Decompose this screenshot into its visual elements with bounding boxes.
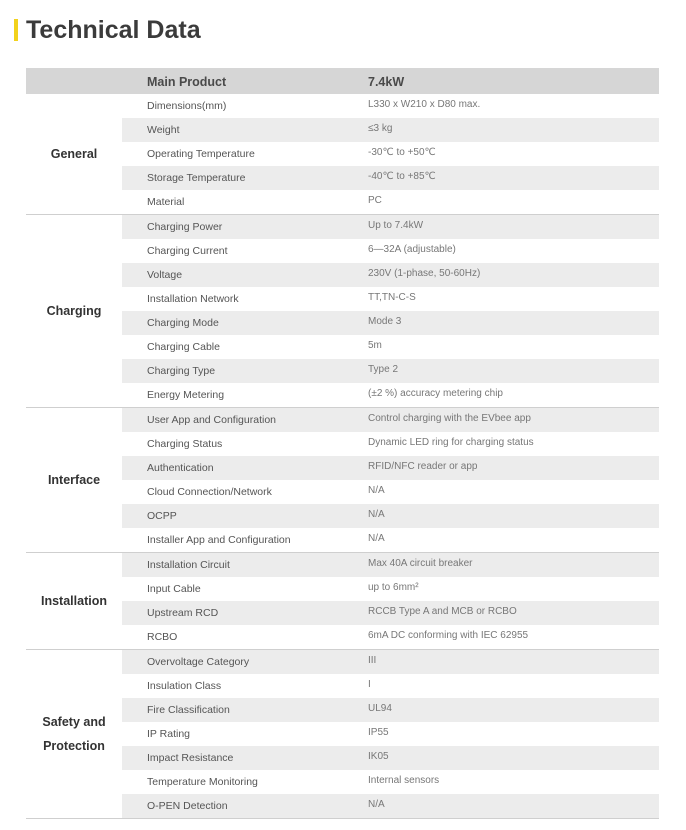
table-row <box>122 625 659 649</box>
spec-name: Authentication <box>147 462 214 474</box>
spec-name: Fire Classification <box>147 704 230 716</box>
spec-value: Control charging with the EVbee app <box>368 413 531 424</box>
table-row <box>122 746 659 770</box>
spec-name: Charging Status <box>147 438 223 450</box>
spec-value: 230V (1-phase, 50-60Hz) <box>368 268 481 279</box>
group-label: Charging <box>46 304 102 318</box>
spec-value: N/A <box>368 485 385 496</box>
spec-group <box>26 94 659 215</box>
table-row <box>122 383 659 407</box>
spec-value: Dynamic LED ring for charging status <box>368 437 534 448</box>
table-row <box>122 528 659 552</box>
header-main-product: Main Product <box>147 75 227 89</box>
spec-group <box>26 650 659 819</box>
spec-group <box>26 553 659 650</box>
table-row <box>122 698 659 722</box>
spec-value: TT,TN-C-S <box>368 292 416 303</box>
group-rows <box>122 215 659 407</box>
spec-value: Max 40A circuit breaker <box>368 558 473 569</box>
group-rows <box>122 650 659 818</box>
spec-name: Input Cable <box>147 583 201 595</box>
spec-name: IP Rating <box>147 728 190 740</box>
spec-value: I <box>368 679 371 690</box>
spec-name: Charging Power <box>147 221 223 233</box>
group-label: Installation <box>41 594 107 608</box>
table-row <box>122 287 659 311</box>
spec-name: Charging Type <box>147 365 216 377</box>
spec-group <box>26 215 659 408</box>
spec-name: User App and Configuration <box>147 414 276 426</box>
table-row <box>122 190 659 214</box>
table-row <box>122 770 659 794</box>
spec-value: RCCB Type A and MCB or RCBO <box>368 606 517 617</box>
spec-value: Up to 7.4kW <box>368 220 424 231</box>
spec-name: Installer App and Configuration <box>147 534 291 546</box>
spec-value: 5m <box>368 340 382 351</box>
table-row <box>122 142 659 166</box>
spec-value: Type 2 <box>368 364 399 375</box>
spec-name: Installation Network <box>147 293 239 305</box>
table-row <box>122 263 659 287</box>
spec-value: Internal sensors <box>368 775 440 786</box>
spec-name: Overvoltage Category <box>147 656 250 668</box>
spec-name: Temperature Monitoring <box>147 776 258 788</box>
table-row <box>122 794 659 818</box>
spec-name: Material <box>147 196 185 208</box>
spec-name: O-PEN Detection <box>147 800 228 812</box>
spec-name: Charging Mode <box>147 317 219 329</box>
spec-name: Voltage <box>147 269 183 281</box>
page-title: Technical Data <box>26 15 201 44</box>
spec-value: (±2 %) accuracy metering chip <box>368 388 503 399</box>
spec-name: Impact Resistance <box>147 752 234 764</box>
table-row <box>122 359 659 383</box>
table-header <box>26 68 659 94</box>
spec-value: Mode 3 <box>368 316 402 327</box>
spec-value: N/A <box>368 509 385 520</box>
spec-value: L330 x W210 x D80 max. <box>368 99 481 110</box>
spec-value: III <box>368 655 377 666</box>
spec-value: PC <box>368 195 382 206</box>
spec-value: 6mA DC conforming with IEC 62955 <box>368 630 529 641</box>
spec-value: -30℃ to +50℃ <box>368 147 436 158</box>
table-row <box>122 311 659 335</box>
spec-value: ≤3 kg <box>368 123 393 134</box>
spec-name: Upstream RCD <box>147 607 219 619</box>
header-model: 7.4kW <box>368 75 405 89</box>
spec-value: UL94 <box>368 703 392 714</box>
spec-value: IP55 <box>368 727 389 738</box>
table-row <box>122 456 659 480</box>
table-row <box>122 118 659 142</box>
spec-name: Charging Current <box>147 245 228 257</box>
table-row <box>122 239 659 263</box>
spec-value: -40℃ to +85℃ <box>368 171 436 182</box>
spec-name: Energy Metering <box>147 389 225 401</box>
table-row <box>122 650 659 674</box>
spec-name: Insulation Class <box>147 680 222 692</box>
spec-name: Storage Temperature <box>147 172 246 184</box>
table-row <box>122 215 659 239</box>
table-row <box>122 480 659 504</box>
table-row <box>122 577 659 601</box>
spec-name: Operating Temperature <box>147 148 255 160</box>
table-row <box>122 166 659 190</box>
spec-value: IK05 <box>368 751 389 762</box>
group-rows <box>122 94 659 214</box>
accent-bar <box>14 19 18 41</box>
table-body <box>26 94 659 819</box>
table-row <box>122 408 659 432</box>
group-label: Safety and Protection <box>42 715 106 753</box>
spec-value: up to 6mm² <box>368 582 419 593</box>
tech-data-table <box>26 68 659 819</box>
spec-name: OCPP <box>147 510 177 522</box>
group-label: Interface <box>47 473 101 487</box>
group-rows <box>122 408 659 552</box>
group-label: General <box>50 147 98 161</box>
table-row <box>122 504 659 528</box>
page-heading <box>14 14 201 46</box>
table-row <box>122 601 659 625</box>
spec-name: Installation Circuit <box>147 559 230 571</box>
table-row <box>122 94 659 118</box>
spec-value: 6—32A (adjustable) <box>368 244 456 255</box>
group-rows <box>122 553 659 649</box>
table-row <box>122 432 659 456</box>
table-row <box>122 553 659 577</box>
table-row <box>122 335 659 359</box>
spec-value: N/A <box>368 799 385 810</box>
spec-value: RFID/NFC reader or app <box>368 461 478 472</box>
spec-name: Cloud Connection/Network <box>147 486 272 498</box>
spec-name: Weight <box>147 124 180 136</box>
table-row <box>122 722 659 746</box>
spec-name: Charging Cable <box>147 341 220 353</box>
spec-value: N/A <box>368 533 385 544</box>
spec-name: RCBO <box>147 631 178 643</box>
spec-name: Dimensions(mm) <box>147 100 227 112</box>
table-row <box>122 674 659 698</box>
spec-group <box>26 408 659 553</box>
